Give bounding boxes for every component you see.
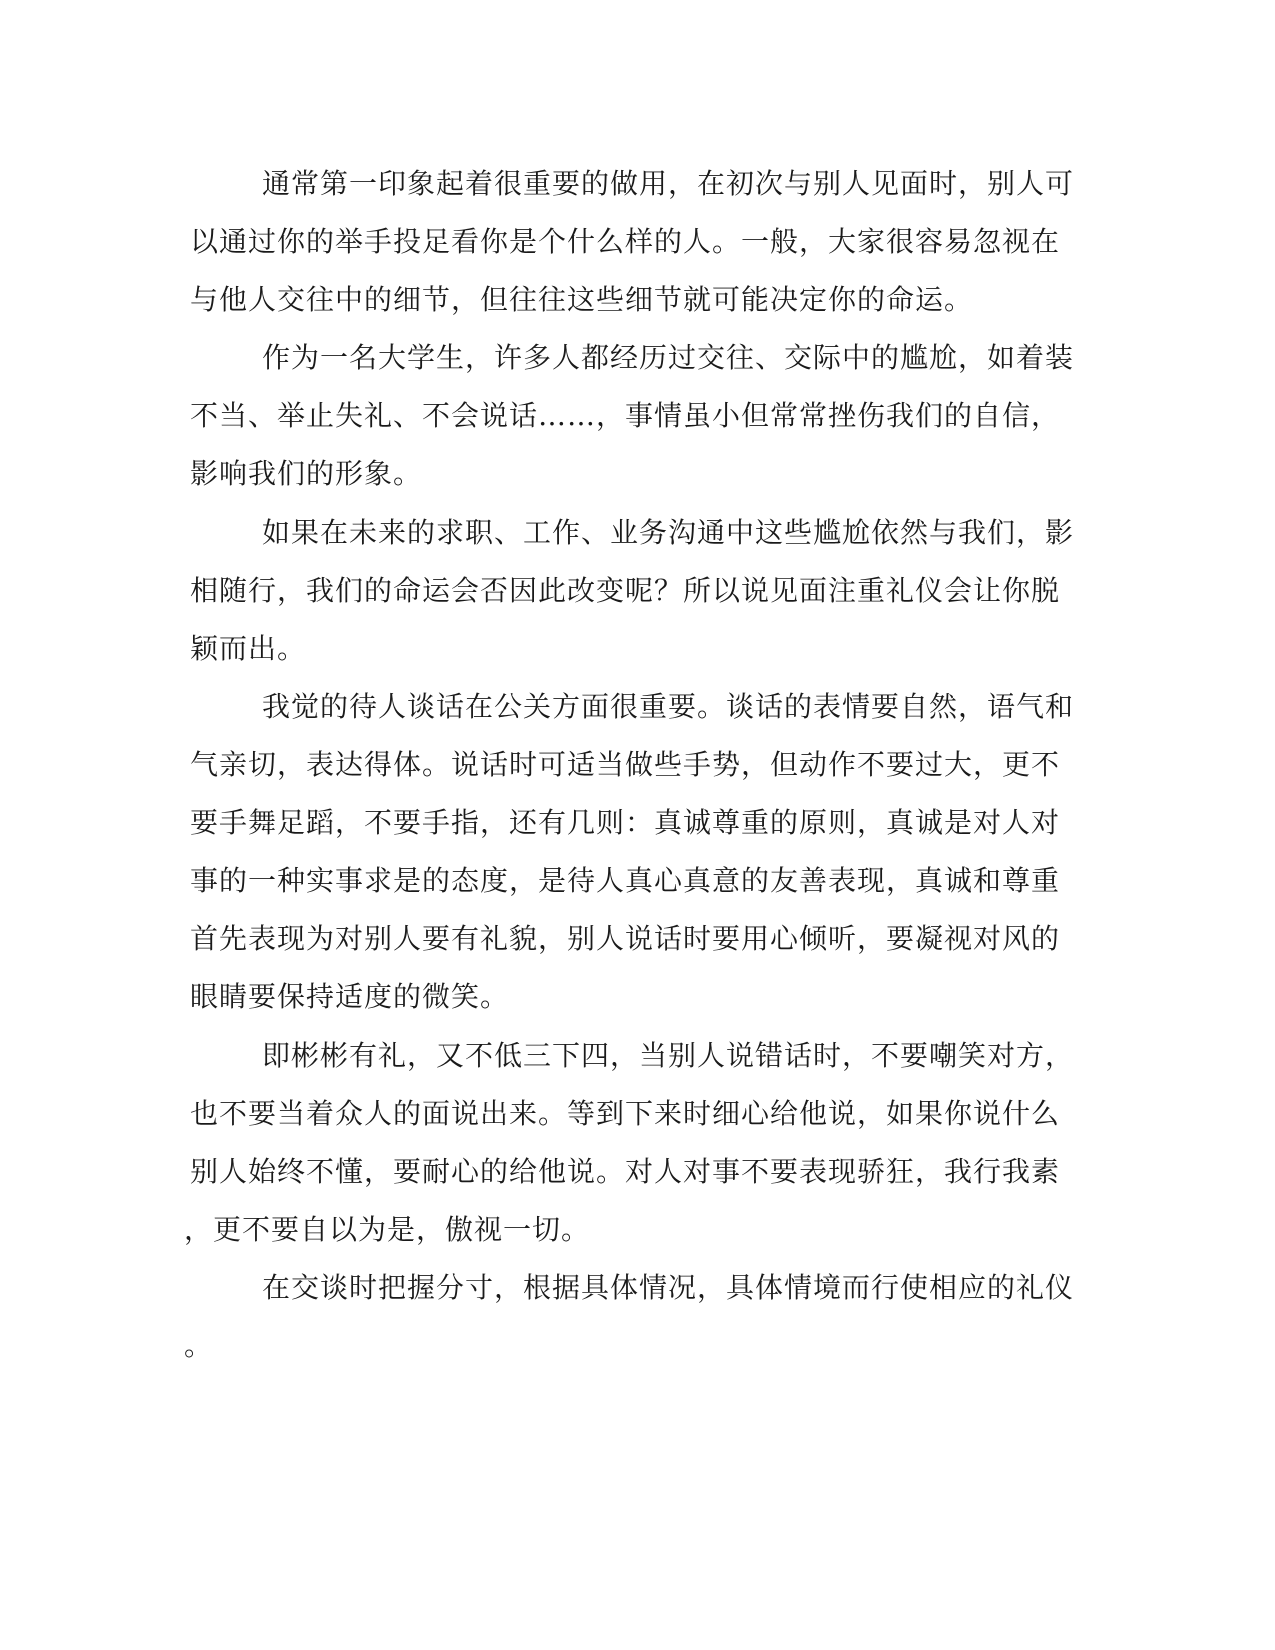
paragraph-line: 影响我们的形象。 — [190, 457, 423, 490]
paragraph-line: 颖而出。 — [190, 632, 307, 665]
paragraph-line: 相随行，我们的命运会否因此改变呢？所以说见面注重礼仪会让你脱 — [190, 574, 1061, 607]
paragraph-line: 即彬彬有礼，又不低三下四，当别人说错话时，不要嘲笑对方， — [262, 1039, 1075, 1072]
paragraph-line: 与他人交往中的细节，但往往这些细节就可能决定你的命运。 — [190, 283, 974, 316]
paragraph-line: 如果在未来的求职、工作、业务沟通中这些尴尬依然与我们，影 — [262, 516, 1075, 549]
paragraph-line: 首先表现为对别人要有礼貌，别人说话时要用心倾听，要凝视对风的 — [190, 922, 1061, 955]
paragraph-line: 别人始终不懂，要耐心的给他说。对人对事不要表现骄狂，我行我素 — [190, 1155, 1061, 1188]
paragraph-line: 事的一种实事求是的态度，是待人真心真意的友善表现，真诚和尊重 — [190, 864, 1061, 897]
paragraph-line: 以通过你的举手投足看你是个什么样的人。一般，大家很容易忽视在 — [190, 225, 1061, 258]
paragraph-line: 在交谈时把握分寸，根据具体情况，具体情境而行使相应的礼仪 — [262, 1271, 1075, 1304]
paragraph-line: 要手舞足蹈，不要手指，还有几则：真诚尊重的原则，真诚是对人对 — [190, 806, 1061, 839]
paragraph-line: ，更不要自以为是，傲视一切。 — [184, 1213, 591, 1246]
paragraph-line: 通常第一印象起着很重要的做用，在初次与别人见面时，别人可 — [262, 167, 1075, 200]
paragraph-line: 不当、举止失礼、不会说话……，事情虽小但常常挫伤我们的自信， — [190, 399, 1061, 432]
paragraph-line: 。 — [184, 1329, 214, 1362]
paragraph-line: 我觉的待人谈话在公关方面很重要。谈话的表情要自然，语气和 — [262, 690, 1075, 723]
paragraph-line: 眼睛要保持适度的微笑。 — [190, 980, 510, 1013]
paragraph-line: 也不要当着众人的面说出来。等到下来时细心给他说，如果你说什么 — [190, 1097, 1061, 1130]
paragraph-line: 作为一名大学生，许多人都经历过交往、交际中的尴尬，如着装 — [262, 341, 1075, 374]
paragraph-line: 气亲切，表达得体。说话时可适当做些手势，但动作不要过大，更不 — [190, 748, 1061, 781]
